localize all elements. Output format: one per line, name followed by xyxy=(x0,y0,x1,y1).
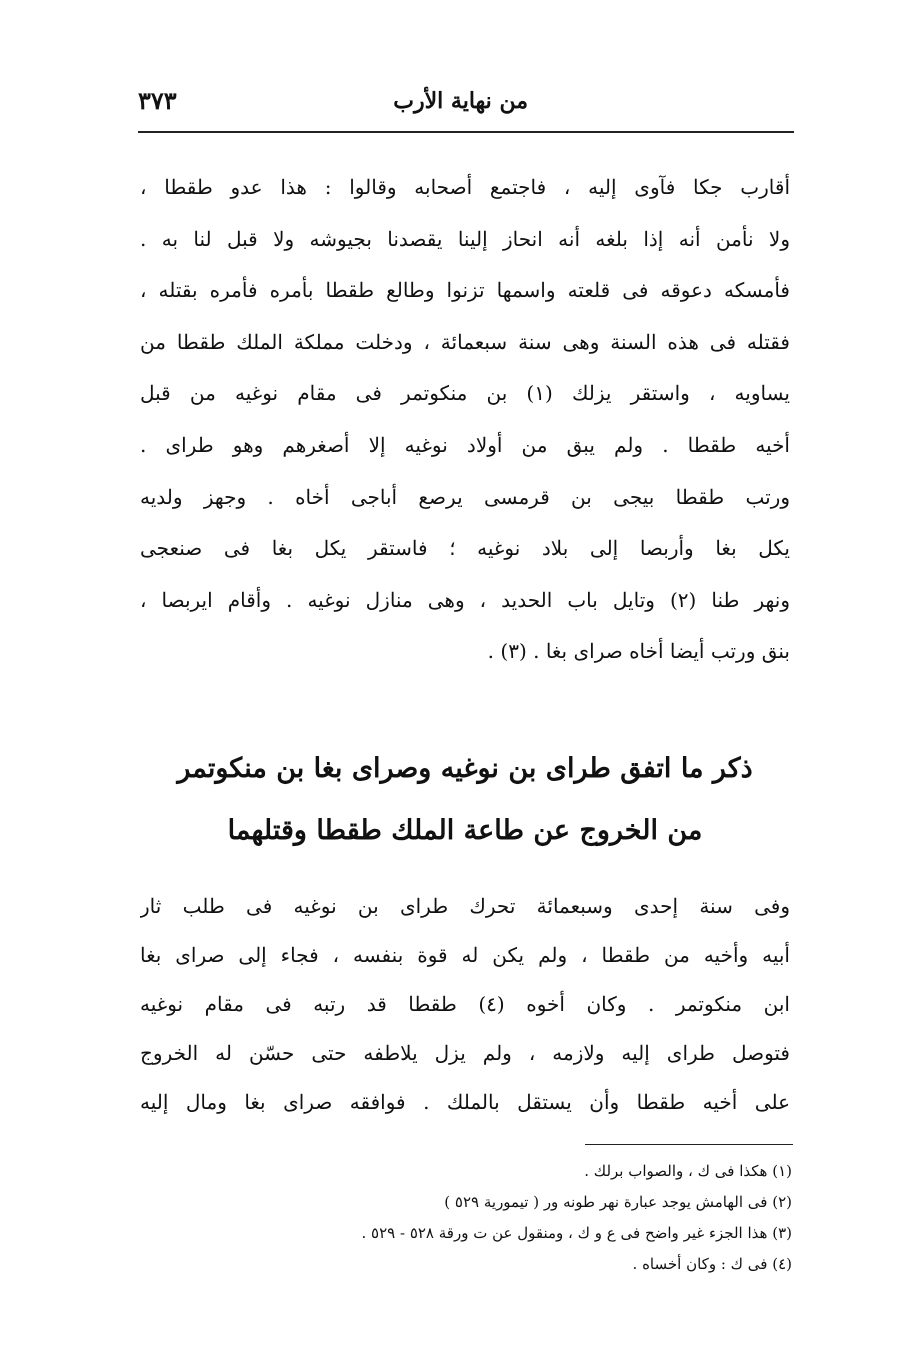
page-number: ٣٧٣ xyxy=(138,86,177,115)
text-line: ونهر طنا (٢) وتايل باب الحديد ، وهى منازل نوغيه . وأقام ايربصا ، xyxy=(140,587,790,612)
text-line: بنق ورتب أيضا أخاه صراى بغا . (٣) . xyxy=(487,639,790,664)
text-line: يساويه ، واستقر يزلك (١) بن منكوتمر فى مقام نوغيه من قبل xyxy=(140,381,790,406)
running-title: من نهاية الأرب xyxy=(393,88,528,114)
main-paragraph-1 xyxy=(140,162,790,678)
text-line: يكل بغا وأربصا إلى بلاد نوغيه ؛ فاستقر يكل بغا فى صنعجى xyxy=(140,536,790,561)
header-divider xyxy=(138,131,794,133)
main-paragraph-2 xyxy=(140,882,790,1127)
footnote-2: (٢) فى الهامش يوجد عبارة نهر طونه ور ( تيمورية ٥٢٩ ) xyxy=(444,1193,792,1211)
text-line: ورتب طقطا بيجى بن قرمسى يرصع أباجى أخاه . وجهز ولديه xyxy=(140,484,790,509)
text-line: على أخيه طقطا وأن يستقل بالملك . فوافقه صراى بغا ومال إليه xyxy=(140,1090,790,1114)
footnote-4: (٤) فى ك : وكان أخساه . xyxy=(632,1255,792,1273)
page-header xyxy=(138,86,796,126)
text-line: أخيه طقطا . ولم يبق من أولاد نوغيه إلا أصغرهم وهو طراى . xyxy=(140,432,790,457)
footnote-3: (٣) هذا الجزء غير واضح فى ع و ك ، ومنقول عن ت ورقة ٥٢٨ - ٥٢٩ . xyxy=(361,1224,792,1242)
text-line: فقتله فى هذه السنة وهى سنة سبعمائة ، ودخلت مملكة الملك طقطا من xyxy=(140,329,790,354)
text-line: ولا نأمن أنه إذا بلغه أنه انحاز إلينا يقصدنا بجيوشه ولا قبل لنا به . xyxy=(140,226,790,251)
footnote-divider xyxy=(585,1144,793,1145)
text-line: أقارب جكا فآوى إليه ، فاجتمع أصحابه وقالوا : هذا عدو طقطا ، xyxy=(140,175,790,199)
text-line: وفى سنة إحدى وسبعمائة تحرك طراى بن نوغيه فى طلب ثار xyxy=(140,894,790,918)
heading-line-1: ذكر ما اتفق طراى بن نوغيه وصراى بغا بن منكوتمر xyxy=(177,753,753,784)
text-line: ابن منكوتمر . وكان أخوه (٤) طقطا قد رتبه فى مقام نوغيه xyxy=(140,992,790,1016)
text-line: فتوصل طراى إليه ولازمه ، ولم يزل يلاطفه حتى حسّن له الخروج xyxy=(140,1041,790,1065)
text-line: أبيه وأخيه من طقطا ، ولم يكن له قوة بنفسه ، فجاء إلى صراى بغا xyxy=(140,943,790,967)
footnote-1: (١) هكذا فى ك ، والصواب برلك . xyxy=(584,1162,792,1180)
text-line: فأمسكه دعوقه فى قلعته واسمها تزنوا وطالع طقطا بأمره فأمره بقتله ، xyxy=(140,278,790,303)
footnotes xyxy=(200,1156,792,1280)
section-heading xyxy=(140,738,790,862)
heading-line-2: من الخروج عن طاعة الملك طقطا وقتلهما xyxy=(227,815,703,846)
